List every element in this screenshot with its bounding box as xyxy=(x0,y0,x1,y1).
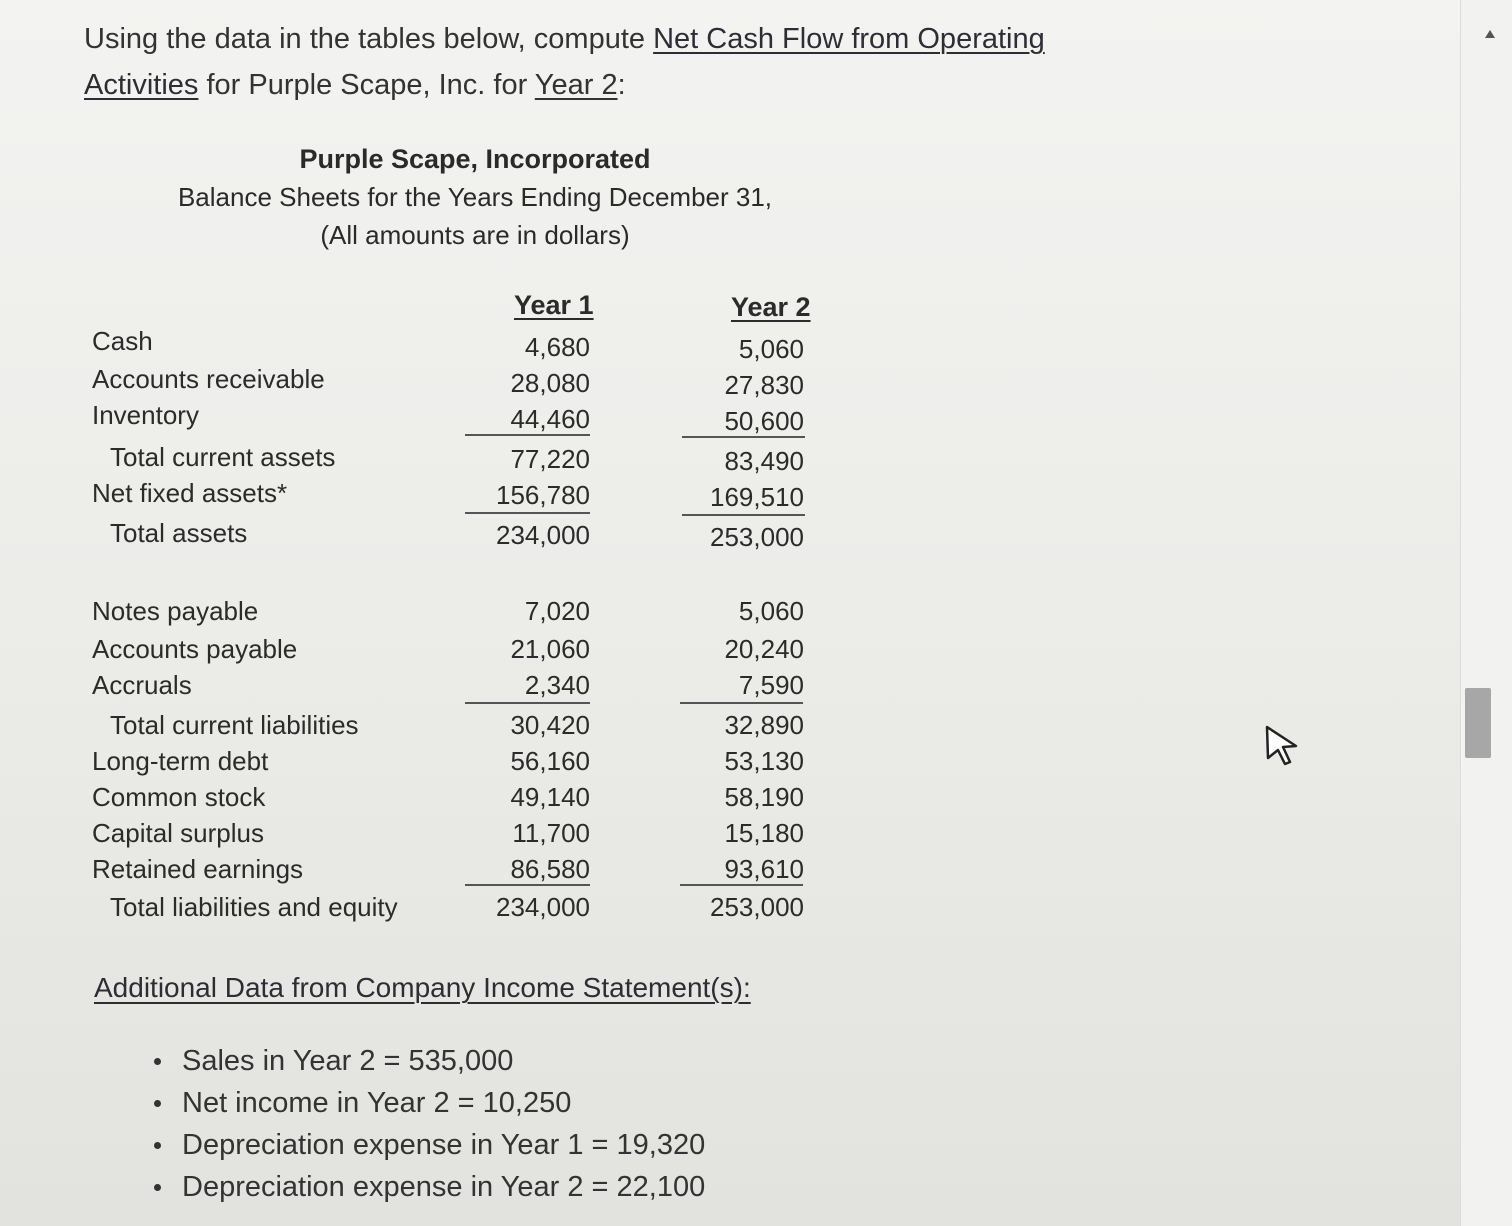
year-2-value: 5,060 xyxy=(738,596,804,626)
question-prefix: Using the data in the tables below, compute xyxy=(84,23,654,55)
table-row xyxy=(0,818,900,854)
year-1-value: 30,420 xyxy=(510,710,590,740)
year-1-value: 56,160 xyxy=(510,746,590,776)
year-1-value: 11,700 xyxy=(512,818,590,848)
row-label: Inventory xyxy=(92,400,199,430)
bullet-icon xyxy=(154,1142,161,1149)
row-label: Total assets xyxy=(110,518,248,548)
table-row xyxy=(0,746,900,782)
table-row xyxy=(0,596,900,632)
table-row xyxy=(0,634,900,670)
subtotal-rule xyxy=(680,702,803,704)
net-cash-flow-link[interactable]: Net Cash Flow from Operating xyxy=(653,23,1045,55)
column-header-year-1: Year 1 xyxy=(514,290,594,320)
question-suffix: : xyxy=(617,69,626,101)
row-label: Cash xyxy=(92,326,153,356)
row-label: Common stock xyxy=(92,782,266,812)
question-text xyxy=(84,16,1084,108)
row-label: Retained earnings xyxy=(92,854,304,884)
row-label: Long-term debt xyxy=(92,746,269,776)
year-2-value: 27,830 xyxy=(724,370,804,400)
bullet-icon xyxy=(154,1100,161,1107)
table-row xyxy=(0,478,900,514)
scroll-up-arrow-icon[interactable] xyxy=(1485,30,1495,38)
table-row xyxy=(0,518,900,554)
table-row xyxy=(0,326,900,362)
subtotal-rule xyxy=(465,702,590,704)
year-1-value: 2,340 xyxy=(524,670,590,700)
list-item xyxy=(150,1040,705,1082)
subtotal-rule xyxy=(465,434,590,436)
subtotal-rule xyxy=(680,884,803,886)
table-row xyxy=(0,782,900,818)
year-1-value: 86,580 xyxy=(510,854,590,884)
year-2-value: 20,240 xyxy=(724,634,804,664)
year-1-value: 28,080 xyxy=(510,368,590,398)
year-1-value: 44,460 xyxy=(510,404,590,434)
row-label: Notes payable xyxy=(92,596,259,626)
year-2-value: 53,130 xyxy=(724,746,804,776)
additional-data-heading: Additional Data from Company Income Statement(s): xyxy=(94,972,751,1003)
list-item-text: Sales in Year 2 = 535,000 xyxy=(182,1045,514,1077)
list-item xyxy=(150,1124,705,1166)
subtotal-rule xyxy=(682,514,805,516)
year-2-link[interactable]: Year 2 xyxy=(534,69,618,101)
year-1-value: 234,000 xyxy=(496,520,590,550)
bullet-icon xyxy=(154,1184,161,1191)
activities-link[interactable]: Activities xyxy=(84,69,199,101)
list-item-text: Depreciation expense in Year 1 = 19,320 xyxy=(182,1129,706,1161)
year-2-value: 83,490 xyxy=(724,446,804,476)
vertical-scrollbar[interactable] xyxy=(1460,0,1512,1226)
year-1-value: 234,000 xyxy=(496,892,590,922)
year-2-value: 50,600 xyxy=(724,406,804,436)
subtotal-rule xyxy=(682,436,805,438)
additional-data-list xyxy=(150,1040,705,1208)
year-1-value: 77,220 xyxy=(510,444,590,474)
year-2-value: 253,000 xyxy=(710,522,804,552)
table-row xyxy=(0,364,900,400)
year-2-value: 253,000 xyxy=(710,892,804,922)
list-item xyxy=(150,1082,705,1124)
list-item-text: Net income in Year 2 = 10,250 xyxy=(182,1087,572,1119)
year-2-value: 32,890 xyxy=(724,710,804,740)
row-label: Net fixed assets* xyxy=(92,478,288,508)
statement-note: (All amounts are in dollars) xyxy=(320,220,630,250)
year-2-value: 15,180 xyxy=(724,818,804,848)
mouse-cursor-icon xyxy=(1262,724,1302,768)
list-item xyxy=(150,1166,705,1208)
list-item-text: Depreciation expense in Year 2 = 22,100 xyxy=(182,1171,706,1203)
company-name: Purple Scape, Incorporated xyxy=(299,144,651,174)
table-row xyxy=(0,400,900,436)
row-label: Accounts payable xyxy=(92,634,298,664)
row-label: Total liabilities and equity xyxy=(110,892,398,922)
row-label: Total current liabilities xyxy=(110,710,359,740)
year-1-value: 49,140 xyxy=(510,782,590,812)
year-1-value: 7,020 xyxy=(524,596,590,626)
statement-subtitle: Balance Sheets for the Years Ending December 31, xyxy=(177,182,773,212)
row-label: Accruals xyxy=(92,670,192,700)
year-2-value: 7,590 xyxy=(738,670,804,700)
subtotal-rule xyxy=(465,884,590,886)
scrollbar-thumb[interactable] xyxy=(1465,688,1491,758)
table-row xyxy=(0,442,900,478)
row-label: Accounts receivable xyxy=(92,364,325,394)
subtotal-rule xyxy=(465,512,590,514)
question-middle: for Purple Scape, Inc. for xyxy=(198,69,535,101)
table-row xyxy=(0,710,900,746)
year-1-value: 156,780 xyxy=(496,480,590,510)
row-label: Capital surplus xyxy=(92,818,264,848)
table-row xyxy=(0,892,900,928)
bullet-icon xyxy=(154,1058,161,1065)
year-1-value: 4,680 xyxy=(524,332,590,362)
year-2-value: 93,610 xyxy=(724,854,804,884)
year-2-value: 58,190 xyxy=(724,782,804,812)
row-label: Total current assets xyxy=(110,442,336,472)
year-2-value: 5,060 xyxy=(738,334,804,364)
statement-heading xyxy=(110,140,840,254)
table-row xyxy=(0,670,900,706)
column-header-year-2: Year 2 xyxy=(731,292,811,322)
year-1-value: 21,060 xyxy=(510,634,590,664)
year-2-value: 169,510 xyxy=(710,482,804,512)
